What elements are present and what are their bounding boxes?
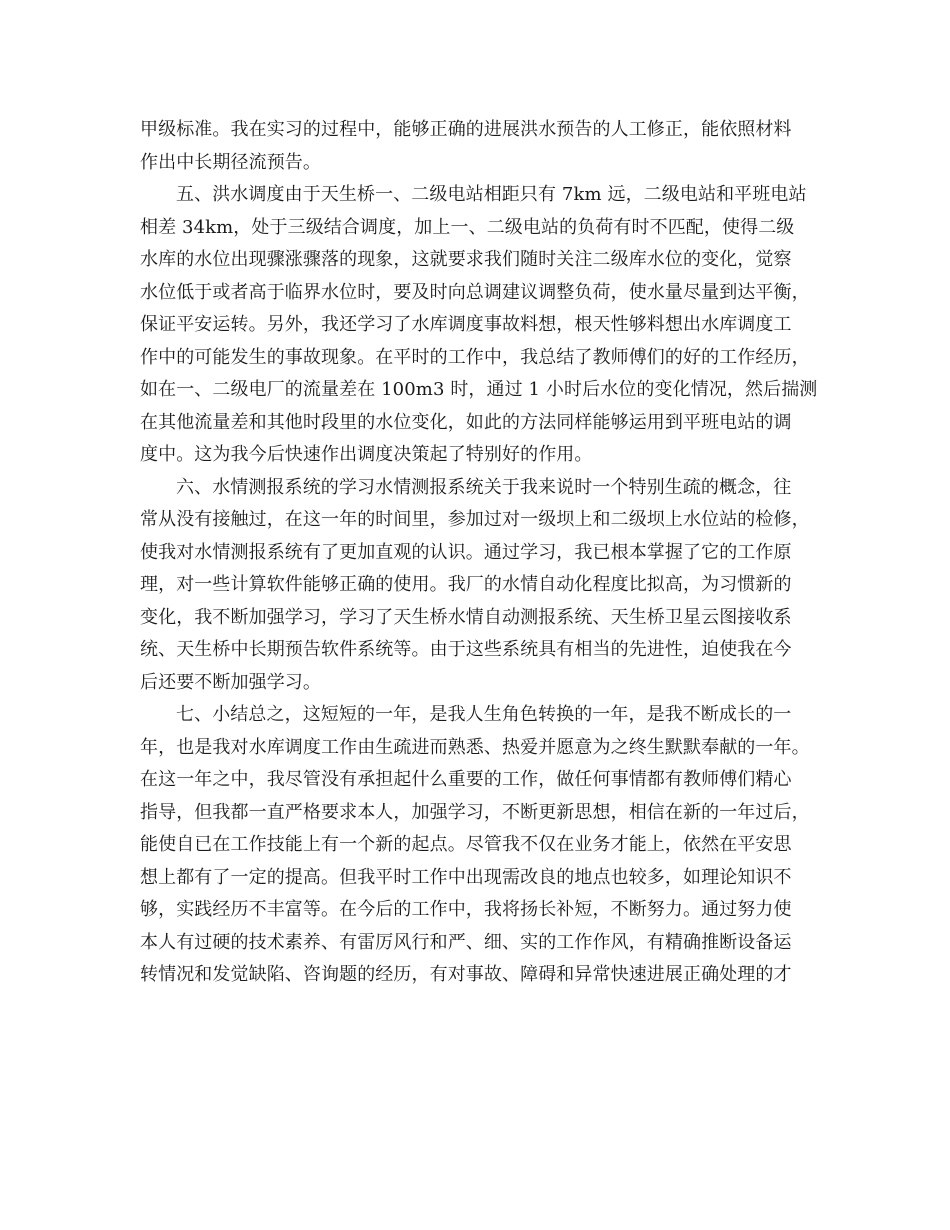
text-line: 本人有过硬的技术素养、有雷厉风行和严、细、实的工作作风，有精确推断设备运	[140, 931, 792, 953]
text-line: 相差 34km，处于三级结合调度，加上一、二级电站的负荷有时不匹配，使得二级	[140, 216, 795, 238]
text-line: 变化，我不断加强学习，学习了天生桥水情自动测报系统、天生桥卫星云图接收系	[140, 606, 792, 628]
text-line: 如在一、二级电厂的流量差在 100m3 时，通过 1 小时后水位的变化情况，然后揣测	[140, 379, 818, 400]
body-text	[140, 114, 830, 992]
text-line: 理，对一些计算软件能够正确的使用。我厂的水情自动化程度比拟高，为习惯新的	[140, 574, 792, 595]
text-line: 想上都有了一定的提高。但我平时工作中出现需改良的地点也较多，如理论知识不	[140, 866, 792, 888]
text-line: 能使自已在工作技能上有一个新的起点。尽管我不仅在业务才能上，依然在平安思	[140, 834, 792, 855]
text-line: 够，实践经历不丰富等。在今后的工作中，我将扬长补短，不断努力。通过努力使	[140, 899, 792, 920]
text-line: 年，也是我对水库调度工作由生疏进而熟悉、热爱并愿意为之终生默默奉献的一年。	[140, 736, 810, 758]
text-line: 作出中长期径流预告。	[140, 151, 321, 173]
text-line: 七、小结总之，这短短的一年，是我人生角色转换的一年，是我不断成长的一	[176, 704, 792, 725]
text-line: 常从没有接触过，在这一年的时间里，参加过对一级坝上和二级坝上水位站的检修，	[140, 509, 810, 530]
text-line: 六、水情测报系统的学习水情测报系统关于我来说时一个特别生疏的概念，往	[176, 476, 792, 498]
text-line: 后还要不断加强学习。	[140, 671, 321, 693]
text-line: 作中的可能发生的事故现象。在平时的工作中，我总结了教师傅们的好的工作经历，	[140, 346, 810, 368]
text-line: 保证平安运转。另外，我还学习了水库调度事故料想，根天性够料想出水库调度工	[140, 314, 792, 335]
text-line: 水位低于或者高于临界水位时，要及时向总调建议调整负荷，使水量尽量到达平衡，	[140, 281, 810, 303]
text-line: 水库的水位出现骤涨骤落的现象，这就要求我们随时关注二级库水位的变化，觉察	[140, 249, 792, 270]
text-line: 统、天生桥中长期预告软件系统等。由于这些系统具有相当的先进性，迫使我在今	[140, 639, 792, 660]
text-line: 五、洪水调度由于天生桥一、二级电站相距只有 7km 远，二级电站和平班电站	[176, 184, 807, 205]
text-line: 在其他流量差和其他时段里的水位变化，如此的方法同样能够运用到平班电站的调	[140, 411, 792, 433]
text-line: 度中。这为我今后快速作出调度决策起了特别好的作用。	[140, 444, 593, 465]
text-line: 使我对水情测报系统有了更加直观的认识。通过学习，我已根本掌握了它的工作原	[140, 541, 792, 563]
text-line: 指导，但我都一直严格要求本人，加强学习，不断更新思想，相信在新的一年过后，	[140, 801, 810, 823]
text-line: 转情况和发觉缺陷、咨询题的经历，有对事故、障碍和异常快速进展正确处理的才	[140, 964, 792, 985]
text-line: 甲级标准。我在实习的过程中，能够正确的进展洪水预告的人工修正，能依照材料	[140, 119, 792, 140]
text-line: 在这一年之中，我尽管没有承担起什么重要的工作，做任何事情都有教师傅们精心	[140, 769, 792, 790]
